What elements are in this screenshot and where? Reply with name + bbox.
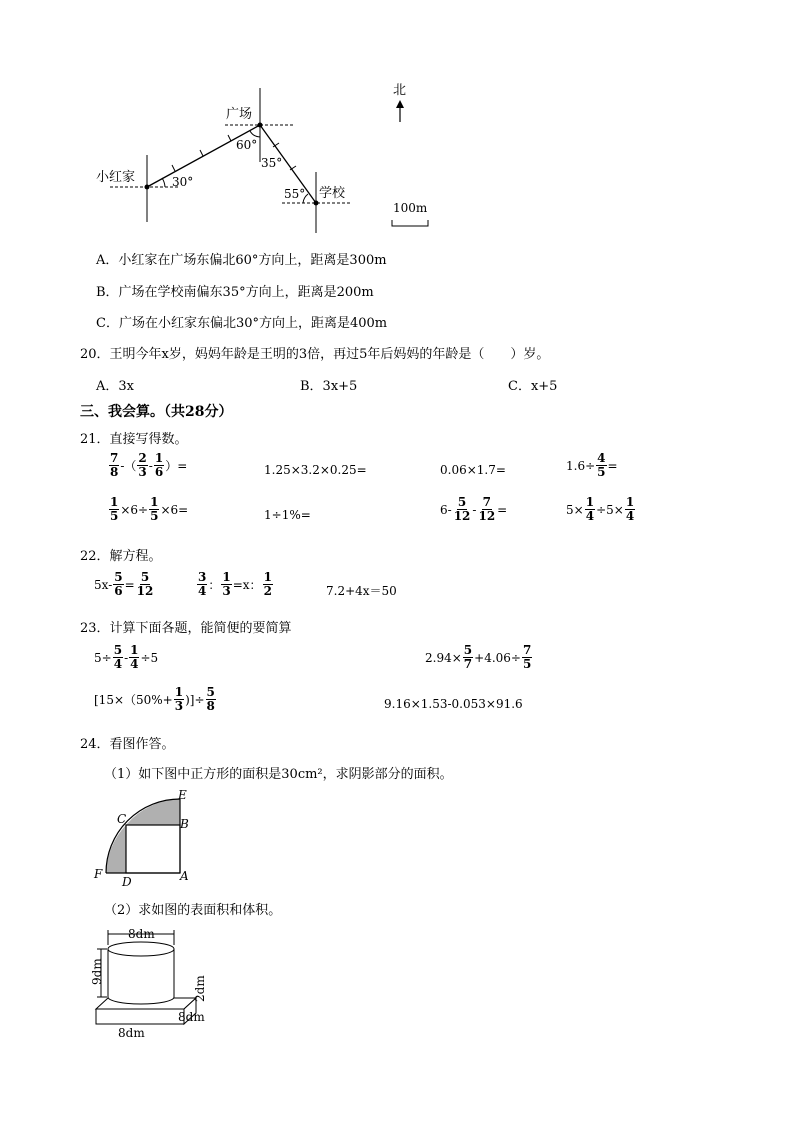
q23-expr-2: 2.94× $\frac{5}{7}$ +4.06÷ $\frac{7}{5}$ bbox=[425, 643, 532, 671]
q22-equation-1: 5x- $\frac{5}{6}$ = $\frac{5}{12}$ bbox=[94, 570, 154, 598]
cylinder-height-label: 9dm bbox=[90, 958, 104, 985]
q22-equation-2: $\frac{3}{4}$ ： $\frac{1}{3}$ =x： $\frac{1}{2}$ bbox=[198, 570, 272, 598]
q20-option-a: A．3x bbox=[96, 379, 134, 394]
box-height-label: 2dm bbox=[193, 975, 207, 1002]
q21-expr-4: 1.6÷ $\frac{4}{5}$ = bbox=[566, 451, 618, 479]
angle-60-label: 60° bbox=[236, 138, 258, 152]
angle-30-label: 30° bbox=[172, 175, 194, 189]
school-label: 学校 bbox=[319, 186, 346, 201]
q21-expr-7: 6- $\frac{5}{12}$ - $\frac{7}{12}$ = bbox=[440, 495, 508, 523]
angle-35-label: 35° bbox=[261, 156, 283, 170]
q21-title: 21．直接写得数。 bbox=[80, 432, 188, 447]
q20-option-c: C．x+5 bbox=[508, 379, 558, 394]
q23-expr-1: 5÷ $\frac{5}{4}$ - $\frac{1}{4}$ ÷5 bbox=[94, 643, 159, 671]
box-depth-label: 8dm bbox=[178, 1010, 205, 1024]
north-label: 北 bbox=[393, 83, 407, 98]
square-label: 广场 bbox=[226, 107, 253, 122]
box-width-label: 8dm bbox=[118, 1026, 145, 1040]
q20-question: 20．王明今年x岁，妈妈年龄是王明的3倍，再过5年后妈妈的年龄是（ ）岁。 bbox=[80, 347, 550, 362]
q19-option-b: B．广场在学校南偏东35°方向上，距离是200m bbox=[96, 285, 374, 300]
q21-expr-8: 5× $\frac{1}{4}$ ÷5× $\frac{1}{4}$ bbox=[566, 495, 635, 523]
direction-map-figure bbox=[0, 0, 794, 240]
square-quarter-circle-figure bbox=[90, 788, 210, 888]
label-a: A bbox=[180, 869, 189, 883]
home-label: 小红家 bbox=[96, 170, 136, 185]
q23-expr-4: 9.16×1.53-0.053×91.6 bbox=[384, 697, 523, 711]
cylinder-on-box-figure bbox=[88, 925, 228, 1045]
q21-expr-6: 1÷1%= bbox=[264, 508, 311, 522]
q21-expr-3: 0.06×1.7= bbox=[440, 463, 506, 477]
scale-label: 100m bbox=[393, 201, 428, 215]
q20-option-b: B．3x+5 bbox=[300, 379, 358, 394]
q23-title: 23．计算下面各题，能简便的要简算 bbox=[80, 621, 292, 636]
label-e: E bbox=[178, 788, 187, 802]
label-b: B bbox=[180, 817, 189, 831]
label-f: F bbox=[94, 867, 103, 881]
cylinder-diameter-label: 8dm bbox=[128, 927, 155, 941]
angle-55-label: 55° bbox=[284, 187, 306, 201]
q19-option-a: A．小红家在广场东偏北60°方向上，距离是300m bbox=[96, 253, 387, 268]
q23-expr-3: [15×（50%+ $\frac{1}{3}$ )]÷ $\frac{5}{8}$ bbox=[94, 685, 215, 713]
q21-expr-5: $\frac{1}{5}$ ×6÷ $\frac{1}{5}$ ×6= bbox=[110, 495, 189, 523]
label-d: D bbox=[122, 875, 132, 889]
q22-title: 22．解方程。 bbox=[80, 549, 162, 564]
q22-equation-3: 7.2+4x＝50 bbox=[326, 584, 397, 598]
q24-title: 24．看图作答。 bbox=[80, 737, 175, 752]
q19-option-c: C．广场在小红家东偏北30°方向上，距离是400m bbox=[96, 316, 388, 331]
q24-part-2: （2）求如图的表面积和体积。 bbox=[104, 903, 282, 918]
label-c: C bbox=[117, 812, 127, 826]
q21-expr-2: 1.25×3.2×0.25= bbox=[264, 463, 367, 477]
q21-expr-1: $\frac{7}{8}$ -（ $\frac{2}{3}$ - $\frac{1}{6}$ ）= bbox=[110, 451, 188, 479]
q24-part-1: （1）如下图中正方形的面积是30cm²，求阴影部分的面积。 bbox=[104, 767, 453, 782]
section-3-heading: 三、我会算。（共28分） bbox=[80, 404, 233, 420]
